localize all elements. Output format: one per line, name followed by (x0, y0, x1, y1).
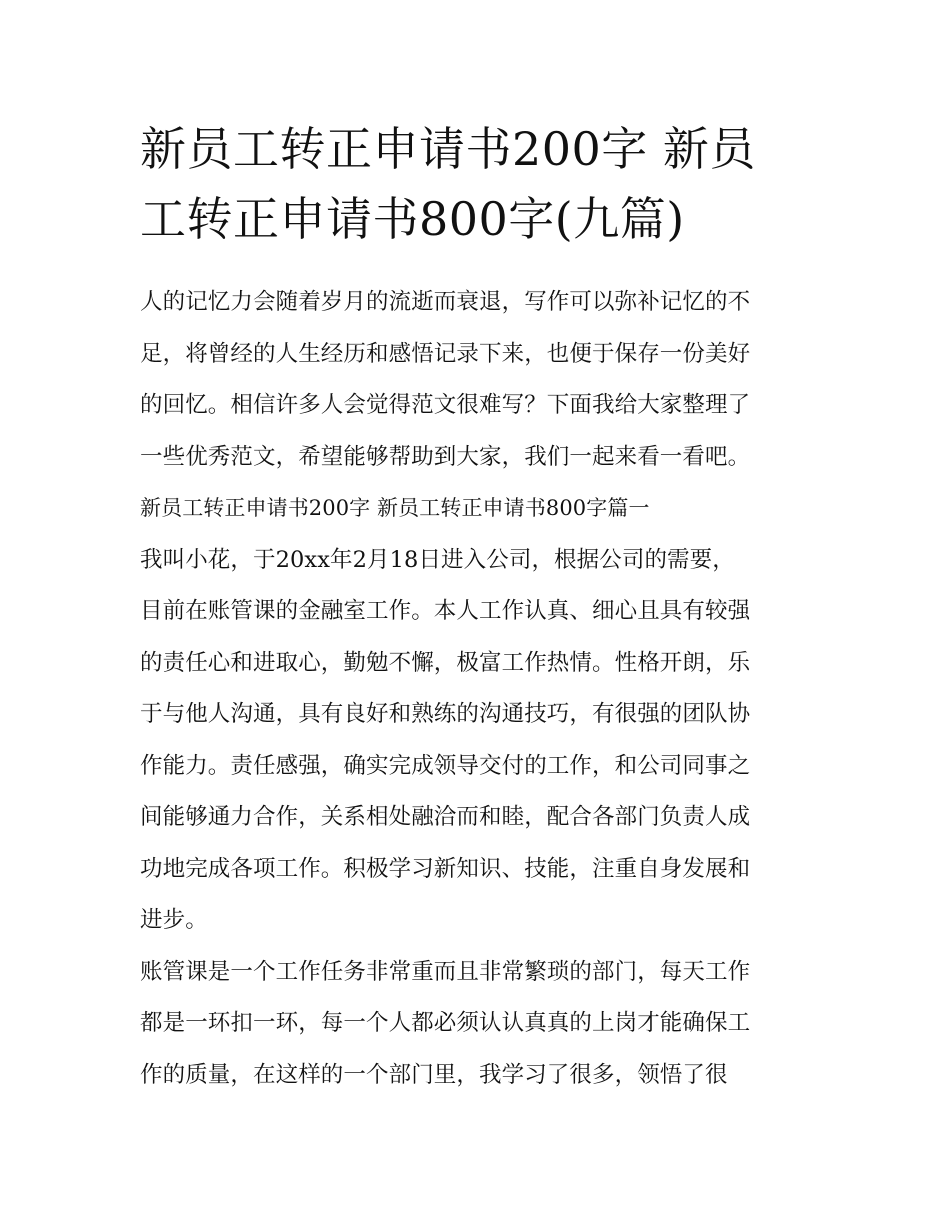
body-line-9: 于与他人沟通，具有良好和熟练的沟通技巧，有很强的团队协 (140, 701, 751, 727)
title-line-2: 工转正申请书800字(九篇) (140, 192, 685, 246)
section-heading: 新员工转正申请书200字 新员工转正申请书800字篇一 (140, 496, 650, 520)
body-line-12: 功地完成各项工作。积极学习新知识、技能，注重自身发展和 (140, 855, 751, 882)
title-line-1: 新员工转正申请书200字 新员 (140, 122, 756, 176)
body-line-6: 我叫小花，于20xx年2月18日进入公司，根据公司的需要， (140, 546, 735, 573)
body-line-15: 都是一环扣一环，每一个人都必须认认真真的上岗才能确保工 (140, 1010, 751, 1036)
body-line-14: 账管课是一个工作任务非常重而且非常繁琐的部门，每天工作 (140, 958, 751, 985)
body-line-11: 间能够通力合作，关系相处融洽而和睦，配合各部门负责人成 (140, 804, 751, 830)
body-line-1: 人的记忆力会随着岁月的流逝而衰退，写作可以弥补记忆的不 (140, 289, 751, 315)
body-line-4: 一些优秀范文，希望能够帮助到大家，我们一起来看一看吧。 (140, 443, 751, 470)
body-line-3: 的回忆。相信许多人会觉得范文很难写？下面我给大家整理了 (140, 392, 751, 418)
body-line-8: 的责任心和进取心，勤勉不懈，极富工作热情。性格开朗，乐 (140, 649, 751, 676)
document-body (140, 280, 830, 1104)
body-line-2: 足，将曾经的人生经历和感悟记录下来，也便于保存一份美好 (140, 340, 751, 367)
body-line-10: 作能力。责任感强，确实完成领导交付的工作，和公司同事之 (140, 752, 751, 779)
body-line-7: 目前在账管课的金融室工作。本人工作认真、细心且具有较强 (140, 598, 751, 624)
body-line-16: 作的质量，在这样的一个部门里，我学习了很多，领悟了很 (140, 1061, 728, 1088)
document-title (140, 114, 830, 254)
body-line-13: 进步。 (140, 907, 208, 933)
